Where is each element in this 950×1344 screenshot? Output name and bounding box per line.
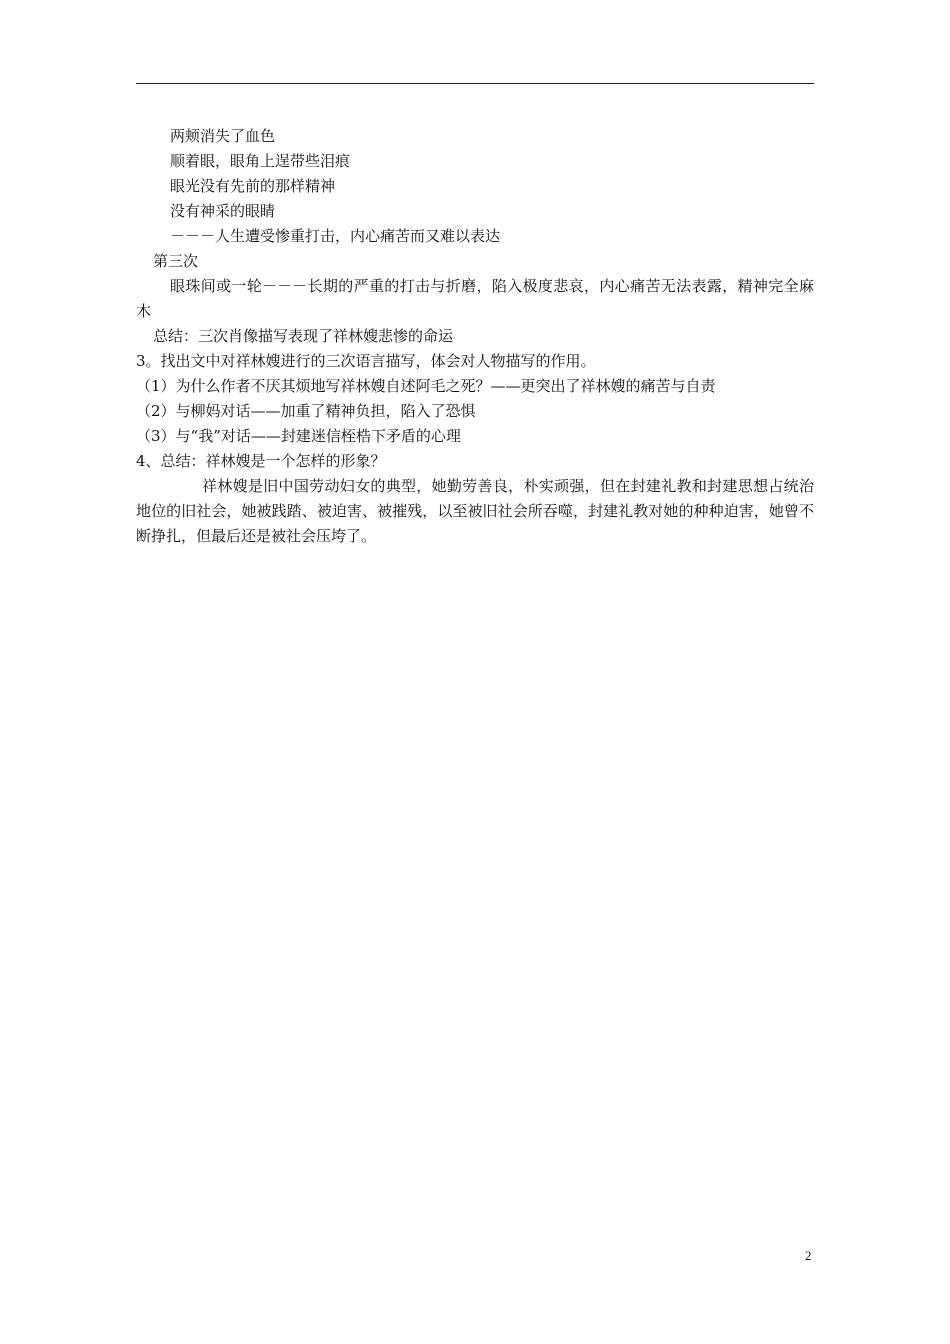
header-rule (136, 83, 814, 84)
list-item: （1）为什么作者不厌其烦地写祥林嫂自述阿毛之死？——更突出了祥林嫂的痛苦与自责 (136, 377, 716, 395)
paragraph: 祥林嫂是旧中国劳动妇女的典型，她勤劳善良，朴实顽强，但在封建礼教和封建思想占统治地位的旧社会，她被践踏、被迫害、被摧残，以至被旧社会所吞噬，封建礼教对她的种种迫害，她曾不断挣扎，但最后还是被社会压垮了。 (136, 477, 814, 545)
question-line: 3。找出文中对祥林嫂进行的三次语言描写，体会对人物描写的作用。 (136, 352, 596, 370)
summary-line: 总结：三次肖像描写表现了祥林嫂悲惨的命运 (153, 327, 454, 345)
list-item: （3）与“我”对话——封建迷信桎梏下矛盾的心理 (136, 427, 461, 445)
paragraph: 眼珠间或一轮－－－长期的严重的打击与折磨，陷入极度悲哀，内心痛苦无法表露，精神完全麻木 (136, 277, 814, 320)
text-line: 两颊消失了血色 (170, 127, 276, 145)
text-line: 眼光没有先前的那样精神 (170, 177, 336, 195)
text-line: 没有神采的眼睛 (170, 202, 276, 220)
text-line: 顺着眼，眼角上逞带些泪痕 (170, 152, 351, 170)
question-line: 4、总结：祥林嫂是一个怎样的形象？ (136, 452, 386, 470)
text-line: －－－人生遭受惨重打击，内心痛苦而又难以表达 (170, 227, 501, 245)
list-item: （2）与柳妈对话——加重了精神负担，陷入了恐惧 (136, 402, 476, 420)
page-number: 2 (805, 1248, 812, 1263)
section-heading: 第三次 (153, 252, 199, 270)
document-body (136, 124, 814, 549)
